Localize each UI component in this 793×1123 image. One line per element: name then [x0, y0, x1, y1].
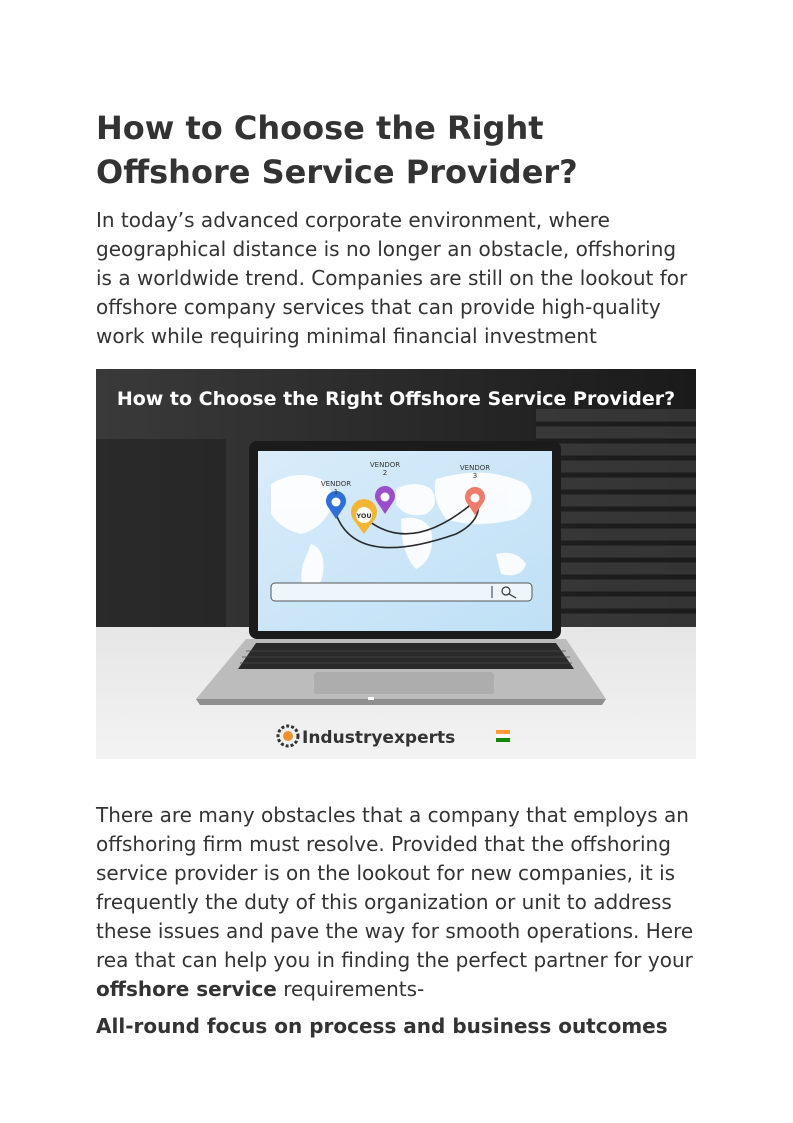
vendor-3-label: VENDOR [459, 464, 491, 472]
vendor-1-label: VENDOR [320, 480, 352, 488]
vendor-3-number: 3 [472, 472, 478, 480]
body-text-end: requirements- [276, 977, 425, 1001]
screen-search-bar [271, 583, 532, 601]
vendor-1-number: 1 [333, 488, 339, 496]
brand-name: Industryexperts [302, 728, 456, 748]
body-paragraph [96, 801, 696, 1004]
page-title: How to Choose the Right Offshore Service Provider? [96, 109, 578, 191]
banner-title: How to Choose the Right Offshore Service Provider? [116, 388, 676, 410]
laptop [196, 441, 606, 705]
vendor-2-number: 2 [382, 469, 388, 477]
vendor-2-label: VENDOR [369, 461, 401, 469]
section-heading: All-round focus on process and business outcomes [96, 1014, 668, 1038]
hero-image [96, 369, 696, 759]
body-text: There are many obstacles that a company that employs an offshoring firm must resolve. Provided that the offshoring service provider is on the lookout for new companies, it is frequently the duty of this organization or unit to address these issues and pave the way for smooth operations. Here rea that can help you in finding the perfect partner for your [96, 803, 694, 972]
you-label: YOU [356, 512, 372, 520]
intro-paragraph: In today’s advanced corporate environment, where geographical distance is no longer an obstacle, offshoring is a worldwide trend. Companies are still on the lookout for offshore company services that can provide high-quality work while requiring minimal financial investment [96, 208, 688, 348]
offshore-service-bold: offshore service [96, 977, 277, 1001]
